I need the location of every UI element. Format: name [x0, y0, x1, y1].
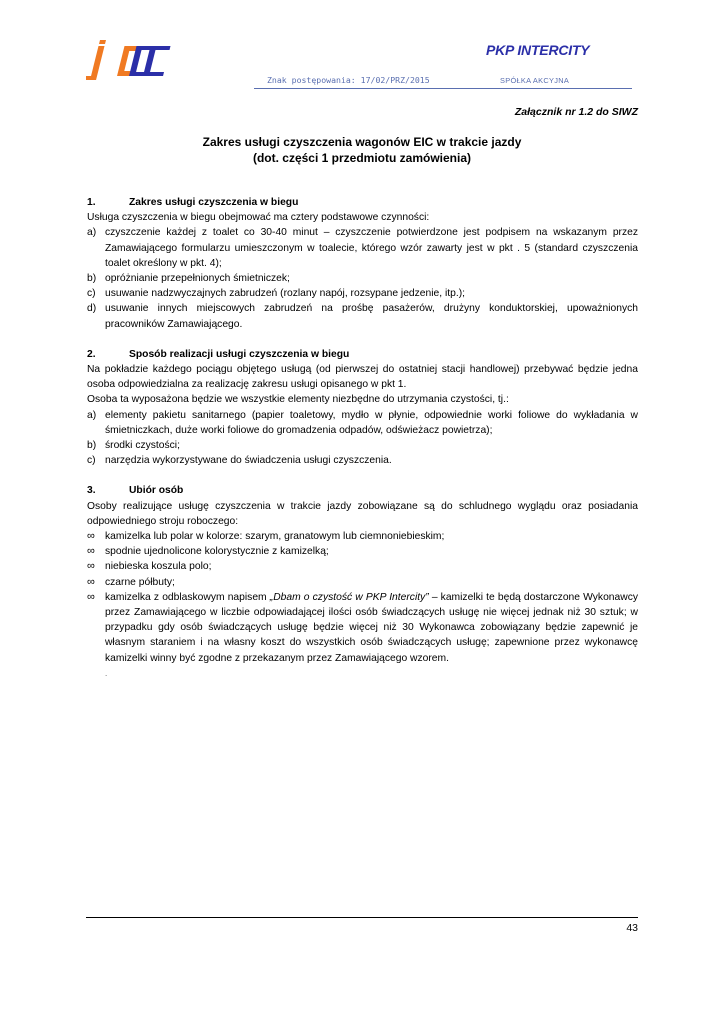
section-number: 3.: [87, 485, 96, 497]
ic-logo: [86, 40, 182, 82]
list-item: [87, 438, 638, 453]
section-number: 2.: [87, 348, 96, 360]
list-item: [87, 301, 638, 331]
list-marker: b): [87, 440, 97, 452]
attachment-label: Załącznik nr 1.2 do SIWZ: [514, 106, 638, 118]
footer-divider: [86, 917, 638, 918]
list-marker: b): [87, 273, 97, 285]
list-item-text: [105, 590, 638, 666]
list-item: [87, 225, 638, 271]
list-marker: c): [87, 455, 96, 467]
list-marker: a): [87, 409, 97, 421]
text-suffix: – kamizelki te będą dostarczone Wykonawcy przez Zamawiającego w liczbie odpowiadającej ilości osób świadczących usługę nie więcej jednak niż 30 sztuk; w przypadku gdy osób świadczących usługę będzie więcej niż 30 Wykonawca zobowiązany będzie zapewnić je własnym staraniem i na własny koszt do wszystkich osób świadczących usługę; zapewnione przez wykonawcę kamizelki winny być zgodne z przekazanym przez Zamawiającego wzorem.: [105, 591, 638, 664]
section-1-heading: [87, 195, 638, 210]
text-prefix: kamizelka z odblaskowym napisem: [105, 591, 270, 603]
list-marker: c): [87, 288, 96, 300]
list-item: [87, 453, 638, 468]
header-divider: [254, 88, 632, 89]
list-item-text: usuwanie innych miejscowych zabrudzeń na prośbę pasażerów, drużyny konduktorskiej, upoważnionych pracowników Zamawiającego.: [105, 303, 638, 330]
section-title: Ubiór osób: [129, 485, 184, 497]
section-2-heading: [87, 347, 638, 362]
paragraph: Usługa czyszczenia w biegu obejmować ma cztery podstawowe czynności:: [87, 212, 430, 224]
list-item-text: usuwanie nadzwyczajnych zabrudzeń (rozlany napój, rozsypane jedzenie, itp.);: [105, 288, 466, 300]
list-item: [87, 559, 638, 574]
section-title: Zakres usługi czyszczenia w biegu: [129, 197, 299, 208]
document-body: [87, 195, 638, 681]
section-number: 1.: [87, 197, 96, 208]
paragraph: Na pokładzie każdego pociągu objętego usługą (od pierwszej do ostatniej stacji handlowej) przebywać będzie jedna osoba odpowiedzialna za realizację zakresu usługi opisanego w pkt 1.: [87, 364, 638, 391]
list-item-text: narzędzia wykorzystywane do świadczenia usługi czyszczenia.: [105, 455, 392, 467]
infinity-bullet-icon: ∞: [87, 545, 95, 558]
trailing-dot: .: [105, 668, 108, 678]
list-item: [87, 544, 638, 559]
section-3-list: [87, 529, 638, 666]
infinity-bullet-icon: ∞: [87, 590, 95, 603]
list-item-text: środki czystości;: [105, 440, 180, 452]
section-3-heading: [87, 483, 638, 498]
list-item: [87, 575, 638, 590]
list-item-text: czyszczenie każdej z toalet co 30-40 minut – czyszczenie potwierdzone jest podpisem na wskazanym przez Zamawiającego formularzu umieszczonym w toalecie, którego wzór zawarty jest w pkt . 5 (standard czyszczenia toalet określony w pkt. 4);: [105, 227, 638, 269]
list-item: [87, 408, 638, 438]
section-2-list: [87, 408, 638, 469]
page-number: 43: [626, 922, 638, 934]
list-item: [87, 529, 638, 544]
list-item-text: elementy pakietu sanitarnego (papier toaletowy, mydło w płynie, odpowiednie worki foliowe do wykładania w śmietniczkach, duże worki foliowe do gromadzenia odpadów, odświeżacz powietrza);: [105, 409, 638, 436]
vest-slogan: „Dbam o czystość w PKP Intercity”: [269, 591, 429, 603]
list-item-text: niebieska koszula polo;: [105, 561, 212, 573]
list-marker: a): [87, 227, 97, 239]
section-title: Sposób realizacji usługi czyszczenia w biegu: [129, 348, 350, 360]
list-item-text: czarne półbuty;: [105, 576, 175, 588]
paragraph: Osoba ta wyposażona będzie we wszystkie elementy niezbędne do utrzymania czystości, tj.:: [87, 394, 509, 406]
title-line-2: (dot. części 1 przedmiotu zamówienia): [252, 151, 472, 165]
infinity-bullet-icon: ∞: [87, 530, 95, 543]
list-marker: d): [87, 303, 97, 315]
document-title: [0, 134, 724, 166]
list-item: [87, 590, 638, 666]
title-line-1: Zakres usługi czyszczenia wagonów EIC w trakcie jazdy: [202, 135, 522, 149]
paragraph: Osoby realizujące usługę czyszczenia w trakcie jazdy zobowiązane są do schludnego wyglądu oraz posiadania odpowiedniego stroju roboczego:: [87, 500, 638, 527]
list-item: [87, 286, 638, 301]
infinity-bullet-icon: ∞: [87, 560, 95, 573]
infinity-bullet-icon: ∞: [87, 575, 95, 588]
list-item-text: spodnie ujednolicone kolorystycznie z kamizelką;: [105, 546, 329, 558]
list-item-text: opróżnianie przepełnionych śmietniczek;: [105, 273, 290, 285]
list-item: [87, 271, 638, 286]
company-type: SPÓŁKA AKCYJNA: [500, 76, 570, 85]
section-1-list: [87, 225, 638, 331]
list-item-text: kamizelka lub polar w kolorze: szarym, granatowym lub ciemnoniebieskim;: [105, 531, 445, 543]
procedure-number: Znak postępowania: 17/02/PRZ/2015: [267, 75, 430, 85]
brand-name: PKP INTERCITY: [486, 42, 590, 58]
